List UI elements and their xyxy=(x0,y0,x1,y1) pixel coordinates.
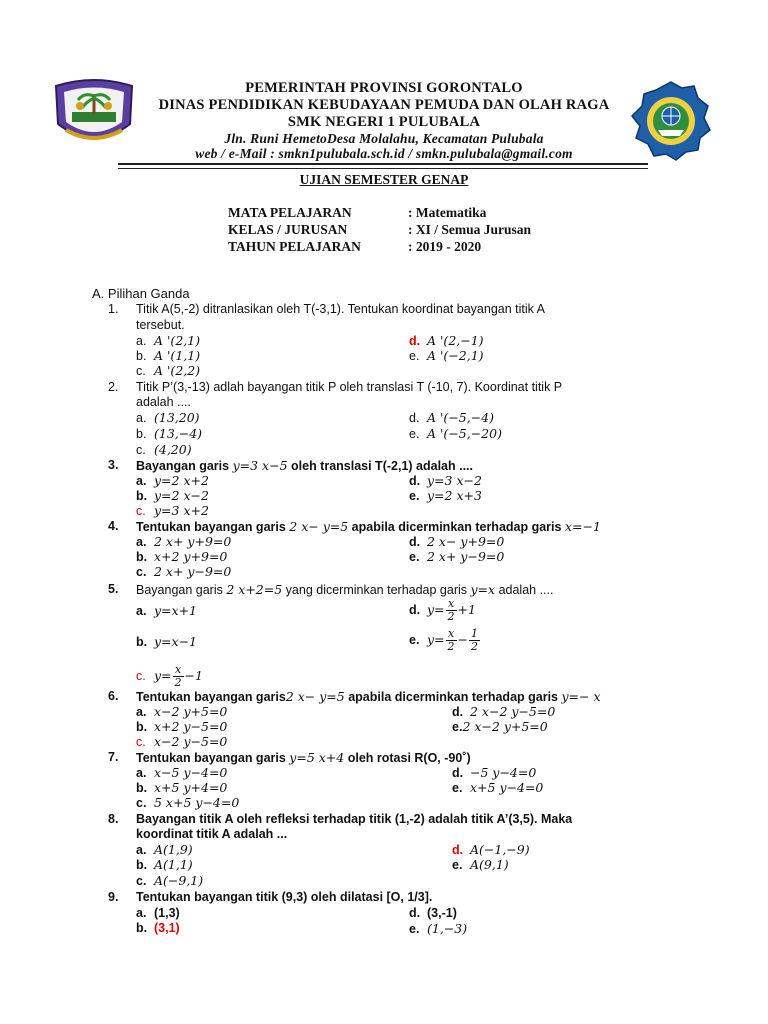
option-d: d. 2 x− y+9=0 xyxy=(409,534,505,549)
option-c: c. A '(2,2) xyxy=(136,363,201,378)
option-d: d. −5 y−4=0 xyxy=(452,765,537,780)
option-b: b. x+2 y−5=0 xyxy=(136,719,228,734)
option-b: b. y=x−1 xyxy=(136,634,198,649)
option-d: d. y=3 x−2 xyxy=(409,473,482,488)
option-e: e. A '(−2,1) xyxy=(409,348,484,363)
option-d-answer: d. A(−1,−9) xyxy=(452,842,530,857)
option-d: d. (3,-1) xyxy=(409,906,457,920)
option-e: e. (1,−3) xyxy=(409,921,468,936)
option-c: c. (4,20) xyxy=(136,442,192,457)
option-b-answer: b. (3,1) xyxy=(136,921,180,935)
info-subject: MATA PELAJARAN : Matematika xyxy=(228,205,487,220)
header-department: DINAS PENDIDIKAN KEBUDAYAAN PEMUDA DAN OLAH RAGA xyxy=(158,97,610,113)
option-a: a. (13,20) xyxy=(136,410,200,425)
option-b: b. y=2 x−2 xyxy=(136,488,209,503)
info-year: TAHUN PELAJARAN : 2019 - 2020 xyxy=(228,239,482,254)
option-b: b. A(1,1) xyxy=(136,857,193,872)
option-b: b. A '(1,1) xyxy=(136,348,201,363)
option-d-answer: d. A '(2,−1) xyxy=(409,333,484,348)
header-divider-thin xyxy=(118,168,648,169)
option-e: e. A(9,1) xyxy=(452,857,509,872)
info-class: KELAS / JURUSAN : XI / Semua Jurusan xyxy=(228,222,532,237)
option-c-answer: c. y=3 x+2 xyxy=(136,503,209,518)
option-c: c. 5 x+5 y−4=0 xyxy=(136,795,240,810)
option-c: c. 2 x+ y−9=0 xyxy=(136,564,232,579)
option-c: c. A(−9,1) xyxy=(136,873,204,888)
option-e: e. A '(−5,−20) xyxy=(409,426,502,441)
option-d: d. y= $\frac{x}{2}$ +1 xyxy=(409,597,476,623)
option-a: a. (1,3) xyxy=(136,906,180,920)
option-b: b. (13,−4) xyxy=(136,426,203,441)
option-e: e. 2 x+ y−9=0 xyxy=(409,549,505,564)
option-c-answer: c. x−2 y−5=0 xyxy=(136,734,228,749)
option-a: a. x−2 y+5=0 xyxy=(136,704,228,719)
option-e: e. y=2 x+3 xyxy=(409,488,482,503)
option-a: a. y=x+1 xyxy=(136,603,198,618)
option-e: e.2 x−2 y+5=0 xyxy=(452,719,548,734)
header-school-name: SMK NEGERI 1 PULUBALA xyxy=(287,114,481,130)
option-a: a. A '(2,1) xyxy=(136,333,201,348)
exam-title: UJIAN SEMESTER GENAP xyxy=(299,172,469,187)
option-e: e. x+5 y−4=0 xyxy=(452,780,544,795)
header-web-email: web / e-Mail : smkn1pulubala.sch.id / smkn.pulubala@gmail.com xyxy=(195,146,573,161)
option-a: a. y=2 x+2 xyxy=(136,473,209,488)
option-d: d. A '(−5,−4) xyxy=(409,410,495,425)
option-b: b. x+2 y+9=0 xyxy=(136,549,228,564)
header-address: Jln. Runi HemetoDesa Molalahu, Kecamatan Pulubala xyxy=(224,131,544,146)
section-label: A. Pilihan Ganda xyxy=(92,286,190,301)
option-a: a. A(1,9) xyxy=(136,842,193,857)
header-divider-thick xyxy=(118,163,648,165)
option-a: a. x−5 y−4=0 xyxy=(136,765,228,780)
header-province: PEMERINTAH PROVINSI GORONTALO xyxy=(245,80,523,96)
option-b: b. x+5 y+4=0 xyxy=(136,780,228,795)
option-e: e. y= $\frac{x}{2}$ − $\frac{1}{2}$ xyxy=(409,627,479,653)
option-a: a. 2 x+ y+9=0 xyxy=(136,534,232,549)
option-c-answer: c. y= $\frac{x}{2}$ −1 xyxy=(136,663,203,689)
option-d: d. 2 x−2 y−5=0 xyxy=(452,704,556,719)
